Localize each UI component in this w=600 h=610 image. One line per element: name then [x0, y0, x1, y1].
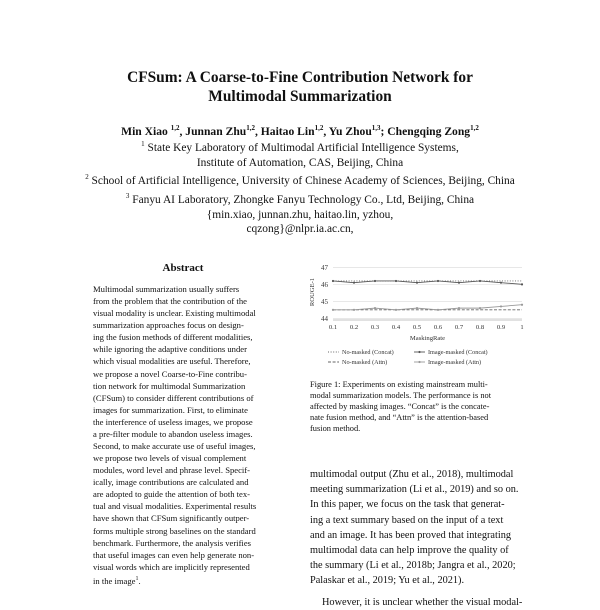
abstract-line: modules, word level and phrase level. Specif-	[93, 465, 251, 476]
affiliations	[40, 137, 560, 237]
abstract-line	[93, 573, 279, 587]
affil-mark: 2	[85, 173, 89, 182]
affil-text: School of Artificial Intelligence, University of Chinese Academy of Sciences, Beijing, China	[91, 175, 515, 188]
abstract-line: we propose a novel Coarse-to-Fine contribu-	[93, 368, 247, 379]
caption-line: fusion method.	[310, 424, 361, 434]
data-point	[479, 307, 481, 309]
data-point	[437, 309, 439, 311]
affiliation-line	[40, 156, 560, 171]
body-line: meeting summarization (Li et al., 2019) and so on.	[310, 484, 519, 496]
abstract-line: tual and visual modalities. Experimental results	[93, 501, 257, 512]
author-name: Chengqing Zong	[387, 124, 471, 138]
series-line	[333, 305, 522, 310]
email-line: cqzong}@nlpr.ia.ac.cn,	[246, 223, 354, 236]
abstract-line: ically, image contributions are calculated and	[93, 477, 249, 488]
abstract-line: have shown that CFSum significantly outper-	[93, 513, 250, 524]
author-name: Min Xiao	[121, 124, 168, 138]
x-tick-label: 0.8	[475, 324, 485, 331]
affil-mark: 3	[125, 191, 130, 200]
x-tick-label: 0.2	[349, 324, 359, 331]
abstract-line: benchmark. Furthermore, the analysis verifies	[93, 537, 251, 548]
abstract-line: we propose two levels of visual complement	[93, 453, 247, 464]
x-tick-label: 0.1	[328, 324, 338, 331]
caption-line: modal summarization models. The performance is not	[310, 391, 492, 401]
footnote-mark: 1	[135, 575, 139, 582]
data-point	[332, 309, 334, 311]
data-point	[395, 309, 397, 311]
data-point	[374, 307, 376, 309]
figure-1-chart	[300, 258, 532, 380]
body-line: multimodal data can help improve the quality of	[310, 545, 509, 557]
author-name: Yu Zhou	[328, 124, 372, 138]
abstract-line: visual words which are implicitly represented	[93, 561, 250, 572]
x-tick-label: 0.5	[412, 324, 422, 331]
data-point	[437, 280, 439, 282]
legend-label: No-masked (Attn)	[342, 359, 388, 366]
caption-line: affected by masking images. “Concat” is the concate-	[310, 402, 490, 412]
legend-marker	[418, 361, 420, 363]
affiliation-line	[40, 189, 560, 208]
x-tick-label: 0.9	[496, 324, 506, 331]
abstract-line: tion network for multimodal Summarization	[93, 380, 246, 391]
data-point	[374, 280, 376, 282]
data-point	[521, 283, 523, 285]
author-affil-mark: 1,2	[470, 124, 479, 132]
caption-line: nate fusion method, and “Attn” is the attention-based	[310, 413, 489, 423]
abstract-line: visual modality is unclear. Existing multimodal	[93, 308, 256, 319]
abstract-line: Second, to make accurate use of useful images,	[93, 441, 256, 452]
author-affil-mark: 1,2	[246, 124, 255, 132]
abstract-line: that useful images can even help generate non-	[93, 549, 255, 560]
caption-line: Figure 1: Experiments on existing mainstream multi-	[310, 380, 488, 389]
legend-label: Image-masked (Attn)	[428, 359, 482, 366]
x-tick-label: 0.6	[433, 324, 443, 331]
abstract-line: images for summarization. First, to eliminate	[93, 404, 248, 415]
data-point	[353, 309, 355, 311]
author-affil-mark: 1,2	[170, 124, 180, 132]
data-point	[479, 280, 481, 282]
abstract-line: are adopted to guide the attention of both tex-	[93, 489, 251, 500]
data-point	[416, 282, 418, 284]
abstract-line: which visual modalities are useful. Therefore,	[93, 356, 251, 367]
body-line: multimodal output (Zhu et al., 2018), multimodal	[310, 469, 514, 480]
y-axis-title: ROUGE-1	[309, 277, 316, 307]
x-axis-title: MaskingRate	[409, 335, 446, 342]
legend-label: No-masked (Concat)	[342, 349, 394, 356]
series-line	[333, 281, 522, 284]
author-list: Min Xiao $^{1,2}$, Junnan Zhu$^{1,2}$, Haitao Lin$^{1,2}$, Yu Zhou$^{1,3}$; Chengqing Zong$^{1,2}$	[121, 124, 479, 138]
abstract-line: a pre-filter module to abandon useless images.	[93, 428, 253, 439]
email-line: {min.xiao, junnan.zhu, haitao.lin, yzhou,	[206, 208, 394, 221]
x-tick-label: 0.3	[370, 324, 380, 331]
affil-text: Fanyu AI Laboratory, Zhongke Fanyu Technology Co., Ltd, Beijing, China	[132, 193, 475, 206]
data-point	[332, 280, 334, 282]
y-tick-label: 46	[321, 280, 328, 289]
body-line: ing a text summary based on the input of a text	[310, 514, 504, 526]
abstract-line: Multimodal summarization usually suffers	[93, 284, 240, 294]
body-line: However, it is unclear whether the visual modal-	[322, 596, 523, 608]
abstract-line: ing the fusion methods of different modalities,	[93, 332, 253, 343]
abstract-line-text: in the image	[93, 575, 136, 586]
abstract-heading: Abstract	[162, 262, 204, 274]
abstract-line: (CFSum) to consider different contributions of	[93, 392, 254, 403]
affil-text: Institute of Automation, CAS, Beijing, China	[196, 156, 404, 169]
affiliation-line	[40, 137, 560, 156]
data-point	[500, 282, 502, 284]
data-point	[521, 304, 523, 306]
affil-text: State Key Laboratory of Multimodal Artificial Intelligence Systems,	[147, 141, 459, 154]
figure-caption	[310, 379, 532, 434]
data-point	[416, 307, 418, 309]
rouge-chart-svg	[300, 258, 532, 380]
y-tick-label: 44	[321, 314, 328, 323]
data-point	[500, 305, 502, 307]
abstract-line: the interference of useless images, we propose	[93, 416, 253, 427]
author-name: Haitao Lin	[260, 124, 315, 138]
body-line: the summary (Li et al., 2018b; Jangra et al., 2020;	[310, 560, 516, 572]
y-tick-label: 47	[321, 263, 328, 272]
x-tick-label: 1	[520, 324, 524, 331]
body-line: and an image. It has been proved that integrating	[310, 529, 512, 541]
body-line: Palaskar et al., 2019; Yu et al., 2021).	[310, 575, 465, 587]
data-point	[458, 307, 460, 309]
data-point	[353, 282, 355, 284]
affiliation-line	[40, 170, 560, 189]
abstract-line: from the problem that the contribution of the	[93, 296, 247, 307]
abstract-line: summarization approaches focus on design-	[93, 320, 244, 331]
author-affil-mark: 1,3	[371, 124, 381, 132]
body-line: In this paper, we focus on the task that generat-	[310, 499, 505, 511]
author-name: Junnan Zhu	[185, 124, 247, 138]
title-line: CFSum: A Coarse-to-Fine Contribution Network for	[127, 69, 473, 86]
y-tick-label: 45	[321, 297, 328, 306]
data-point	[395, 280, 397, 282]
author-affil-mark: 1,2	[314, 124, 324, 132]
title-line: Multimodal Summarization	[208, 88, 392, 105]
legend-marker	[418, 351, 420, 353]
legend-label: Image-masked (Concat)	[428, 349, 488, 356]
affil-mark: 1	[141, 140, 145, 148]
intro-body	[310, 467, 536, 610]
x-tick-label: 0.7	[454, 324, 464, 331]
abstract-line: forms multiple strong baselines on the standard	[93, 525, 256, 536]
data-point	[458, 282, 460, 284]
x-tick-label: 0.4	[391, 324, 401, 331]
abstract-body	[93, 283, 279, 587]
abstract-line: while ignoring the adaptive conditions under	[93, 344, 247, 355]
abstract-end-punct: .	[138, 575, 141, 586]
paper-title	[80, 68, 520, 106]
